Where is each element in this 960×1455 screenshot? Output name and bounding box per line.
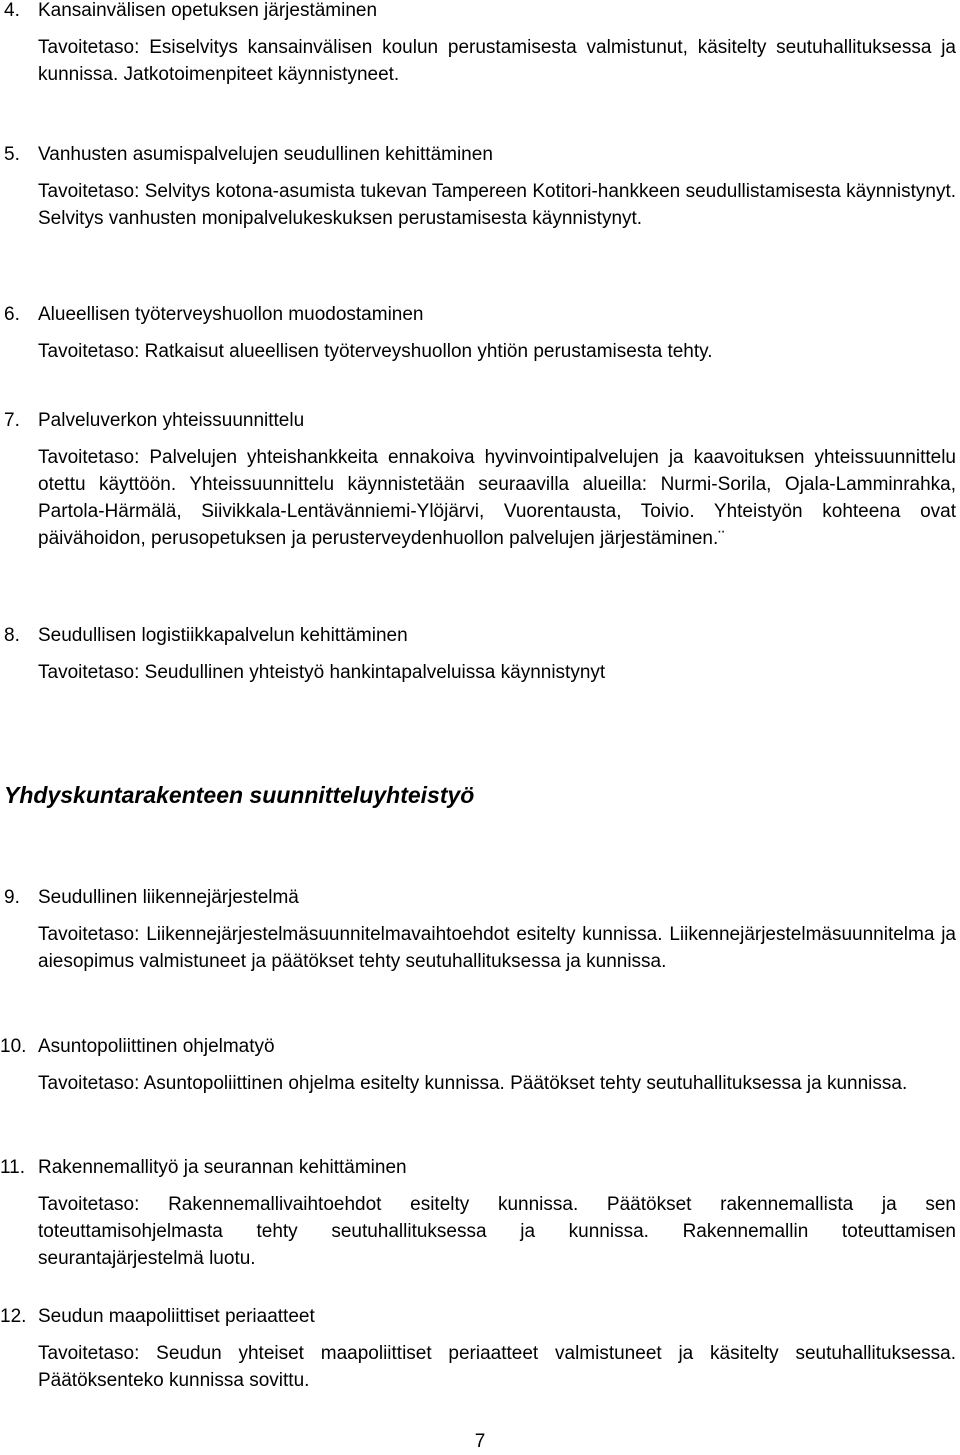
item-12 bbox=[0, 1303, 958, 1394]
item-heading bbox=[0, 0, 958, 24]
item-heading-text: Alueellisen työterveyshuollon muodostaminen bbox=[38, 304, 424, 325]
item-heading-text: Rakennemallityö ja seurannan kehittäminen bbox=[38, 1157, 407, 1178]
item-heading-text: Palveluverkon yhteissuunnittelu bbox=[38, 410, 305, 431]
item-number: 7. bbox=[4, 410, 20, 431]
item-number: 11. bbox=[0, 1157, 26, 1178]
page-number: 7 bbox=[474, 1431, 486, 1452]
item-heading-text: Seudun maapoliittiset periaatteet bbox=[38, 1306, 315, 1327]
item-number: 4. bbox=[4, 0, 20, 21]
item-heading-text: Asuntopoliittinen ohjelmatyö bbox=[38, 1036, 275, 1057]
item-heading-text: Kansainvälisen opetuksen järjestäminen bbox=[38, 0, 378, 21]
item-goal: Tavoitetaso: Liikennejärjestelmäsuunnitelmavaihtoehdot esitelty kunnissa. Liikennejärjestelmäsuunnitelma ja aiesopimus valmistuneet ja päätökset tehty seutuhallituksessa ja kunnissa. bbox=[38, 924, 956, 972]
item-heading bbox=[0, 1033, 958, 1060]
item-goal: Tavoitetaso: Rakennemallivaihtoehdot esitelty kunnissa. Päätökset rakennemallista ja sen toteuttamisohjelmasta tehty seutuhallituksessa ja kunnissa. Rakennemallin toteuttamisen seurantajärjestelmä luotu. bbox=[38, 1194, 956, 1269]
item-7 bbox=[0, 407, 958, 552]
item-number: 12. bbox=[0, 1306, 27, 1327]
item-goal: Tavoitetaso: Esiselvitys kansainvälisen koulun perustamisesta valmistunut, käsitelty seutuhallituksessa ja kunnissa. Jatkotoimenpiteet käynnistyneet. bbox=[38, 37, 956, 85]
item-heading bbox=[0, 141, 958, 168]
item-heading-text: Vanhusten asumispalvelujen seudullinen kehittäminen bbox=[38, 144, 493, 165]
item-goal: Tavoitetaso: Seudun yhteiset maapoliittiset periaatteet valmistuneet ja käsitelty seutuhallituksessa. Päätöksenteko kunnissa sovittu. bbox=[38, 1343, 956, 1391]
item-number: 6. bbox=[4, 304, 20, 325]
item-number: 10. bbox=[0, 1036, 27, 1057]
item-6 bbox=[0, 301, 958, 365]
item-number: 8. bbox=[4, 625, 20, 646]
section-title: Yhdyskuntarakenteen suunnitteluyhteistyö bbox=[4, 782, 475, 808]
item-heading bbox=[0, 1154, 958, 1181]
item-heading-text: Seudullisen logistiikkapalvelun kehittäminen bbox=[38, 625, 408, 646]
item-goal: Tavoitetaso: Palvelujen yhteishankkeita ennakoiva hyvinvointipalvelujen ja kaavoituksen yhteissuunnittelu otettu käyttöön. Yhteissuunnittelu käynnistetään seuraavilla alueilla: Nurmi-Sorila, Ojala-Lamminrahka, Partola-Härmälä, Siivikkala-Lentävänniemi-Ylöjärvi, Vuorentausta, Toivio. Yhteistyön kohteena ovat päivähoidon, perusopetuksen ja perusterveydenhuollon palvelujen järjestäminen.¨ bbox=[38, 447, 956, 549]
item-8 bbox=[0, 622, 958, 686]
item-number: 5. bbox=[4, 144, 20, 165]
item-heading bbox=[0, 407, 958, 434]
item-heading bbox=[0, 884, 958, 911]
item-heading bbox=[0, 622, 958, 649]
item-10 bbox=[0, 1033, 958, 1097]
item-goal: Tavoitetaso: Asuntopoliittinen ohjelma esitelty kunnissa. Päätökset tehty seutuhallituksessa ja kunnissa. bbox=[38, 1073, 908, 1094]
item-heading-text: Seudullinen liikennejärjestelmä bbox=[38, 887, 299, 908]
item-goal: Tavoitetaso: Ratkaisut alueellisen työterveyshuollon yhtiön perustamisesta tehty. bbox=[38, 341, 713, 362]
item-4 bbox=[0, 0, 958, 88]
item-goal: Tavoitetaso: Selvitys kotona-asumista tukevan Tampereen Kotitori-hankkeen seudullistamisesta käynnistynyt. Selvitys vanhusten monipalvelukeskuksen perustamisesta käynnistynyt. bbox=[38, 181, 956, 229]
item-number: 9. bbox=[4, 887, 20, 908]
item-heading bbox=[0, 301, 958, 328]
item-9 bbox=[0, 884, 958, 975]
item-11 bbox=[0, 1154, 958, 1272]
item-goal: Tavoitetaso: Seudullinen yhteistyö hankintapalveluissa käynnistynyt bbox=[38, 662, 606, 683]
item-heading bbox=[0, 1303, 958, 1330]
item-5 bbox=[0, 141, 958, 232]
